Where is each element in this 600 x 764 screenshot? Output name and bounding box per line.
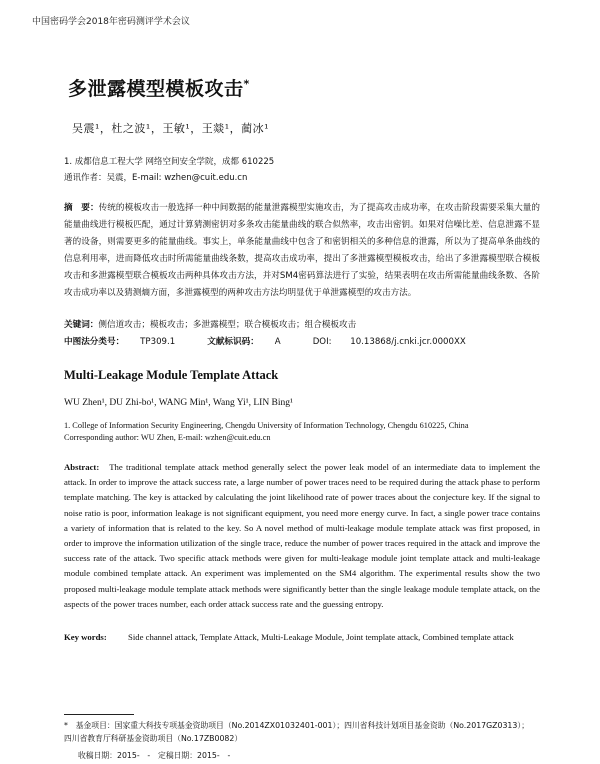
- abstract-en-label: Abstract:: [64, 462, 100, 472]
- abstract-en: [64, 460, 540, 612]
- correspondence-en: Corresponding author: WU Zhen, E-mail: wzhen@cuit.edu.cn: [64, 433, 271, 442]
- funding-line-1: * 基金项目：国家重大科技专项基金资助项目（No.2014ZX01032401-001）；四川省科技计划项目基金资助（No.2017GZ0313）；: [64, 721, 530, 730]
- paper-title-en: Multi-Leakage Module Template Attack: [64, 368, 279, 382]
- affiliation-en-text: 1. College of Information Security Engineering, Chengdu University of Information Technology, Chengdu 610225, China: [64, 421, 469, 430]
- clc-value: TP309.1: [140, 337, 176, 347]
- abstract-cn: [64, 200, 540, 302]
- running-header: 中国密码学会2018年密码测评学术会议: [32, 17, 190, 27]
- keywords-cn-text: 侧信道攻击；模板攻击；多泄露模型；联合模板攻击；组合模板攻击: [98, 320, 357, 330]
- abstract-cn-text: 传统的模板攻击一般选择一种中间数据的能量泄露模型实施攻击，为了提高攻击成功率，在攻击阶段需要采集大量的能量曲线进行模板匹配，通过计算猜测密钥对多条攻击能量曲线的联合似然率，攻击出密钥。如果对信噪比差、信息泄露不显著的设备，则需要更多的能量曲线。事实上，单条能量曲线中包含了和密钥相关的多种信息的泄露，所以为了提高单条曲线的信息利用率，进而降低攻击时所需能量曲线条数，提高攻击成功率，提出了多泄露模型模板攻击，给出了多泄露模型联合模板攻击和多泄露模型联合模板攻击两种具体攻击方法，并对SM4密码算法进行了实验，结果表明在攻击所需能量曲线条数、各阶攻击成功率以及猜测熵方面，多泄露模型的两种攻击方法均明显优于单泄露模型的攻击方法。: [64, 203, 540, 298]
- classification-line: [64, 335, 544, 347]
- abstract-en-text: The traditional template attack method generally select the power leak model of an intermediate data to implement the attack. In order to improve the attack success rate, a large number of power traces need to be required during the attack phase to perform template matching. The key is attacked by calculating the joint likelihood rate of power traces about the conjecture key. If the signal to noise ratio is poor, information leakage is not significant equipment, you need more energy curve. In fact, a single power trace contains a variety of information that is related to the key. So A novel method of multi-leakage module template attack was first proposed, in order to improve the information utilization of the single trace, reduce the number of power traces required in the attack and improve the success rate of the attack. Two specific attack methods were given for multi-leakage module joint template attack and multi-leakage module combined template attack. An experiment was implemented on the SM4 algorithm. The experimental results show the two proposed multi-leakage module template attack methods were significantly better than the single leakage module template attack, on the aspects of the power traces number, each order attack success rate and the guessing entropy.: [64, 462, 541, 609]
- footnote-rule: [64, 714, 134, 715]
- doi-value: 10.13868/j.cnki.jcr.0000XX: [350, 337, 466, 347]
- title-cn-text: 多泄露模型模板攻击: [68, 78, 244, 100]
- authors-cn: 吴震¹，杜之波¹，王敏¹，王燚¹，蔺冰¹: [72, 122, 270, 135]
- received-date: 收稿日期：2015- - 定稿日期：2015- -: [78, 751, 231, 760]
- abstract-cn-label: 摘 要：: [64, 203, 99, 213]
- authors-en: WU Zhen¹, DU Zhi-bo¹, WANG Min¹, Wang Yi¹, LIN Bing¹: [64, 398, 293, 408]
- clc-label: 中图法分类号：: [64, 337, 125, 347]
- keywords-en: [64, 630, 540, 645]
- correspondence-cn: 通讯作者：吴震，E-mail: wzhen@cuit.edu.cn: [64, 173, 248, 183]
- keywords-cn-label: 关键词：: [64, 320, 99, 330]
- keywords-en-text: Side channel attack, Template Attack, Multi-Leakage Module, Joint template attack, Combined template attack: [128, 632, 514, 642]
- funding-line-2: 四川省教育厅科研基金资助项目（No.17ZB0082）: [64, 733, 243, 743]
- keywords-cn: [64, 318, 540, 330]
- doc-code-label: 文献标识码：: [207, 337, 259, 347]
- funding-footnote: [64, 720, 544, 745]
- doi-label: DOI:: [312, 337, 332, 347]
- affiliation-en: [64, 420, 544, 444]
- paper-title-cn: [68, 74, 250, 101]
- keywords-en-label: Key words:: [64, 632, 107, 642]
- doc-code-value: A: [274, 337, 281, 347]
- title-footnote-mark: *: [243, 77, 250, 91]
- affiliation-cn: 1. 成都信息工程大学 网络空间安全学院，成都 610225: [64, 157, 275, 167]
